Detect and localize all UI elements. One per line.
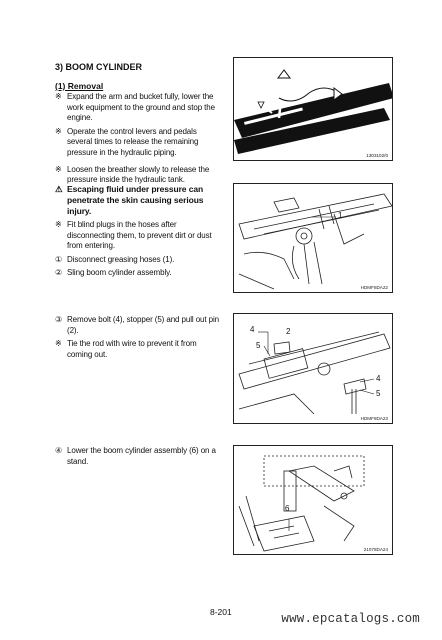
note-marker: ※ — [55, 92, 62, 101]
step-item — [55, 446, 220, 467]
pin-removal-illustration — [234, 314, 393, 424]
warning-text: Escaping fluid under pressure can penetrate the skin causing serious injury. — [67, 184, 204, 216]
watermark-text: www.epcatalogs.com — [281, 612, 420, 626]
step-text: Operate the control levers and pedals several times to release the remaining pressure in the hydraulic piping. — [67, 126, 199, 157]
step-item — [55, 268, 220, 279]
boom-cylinder-illustration — [234, 184, 393, 293]
steps-block-c — [55, 315, 220, 363]
step-item — [55, 315, 220, 336]
warning-icon: ⚠ — [55, 184, 63, 194]
callout-label: 4 — [376, 374, 381, 383]
step-item — [55, 339, 220, 360]
note-marker: ※ — [55, 164, 62, 174]
callout-label: 1 — [338, 211, 343, 220]
callout-label: 4 — [250, 325, 255, 334]
step-text: Fit blind plugs in the hoses after disconnecting them, to prevent dirt or dust from entering. — [67, 220, 212, 251]
step-number: ① — [55, 254, 63, 264]
figure-code: 1303102/0 — [366, 153, 388, 158]
step-text: Remove bolt (4), stopper (5) and pull out pin (2). — [67, 315, 220, 335]
step-text: Loosen the breather slowly to release the pressure inside the hydraulic tank. — [67, 164, 210, 185]
figure-greasing-hoses — [233, 183, 393, 293]
step-text: Expand the arm and bucket fully, lower the work equipment to the ground and stop the engine. — [67, 92, 216, 123]
figure-cylinder-on-stand — [233, 445, 393, 555]
step-text: Disconnect greasing hoses (1). — [67, 254, 175, 264]
steps-block-a — [55, 92, 220, 189]
step-text: Lower the boom cylinder assembly (6) on a stand. — [67, 446, 216, 466]
steps-block-d — [55, 446, 220, 470]
note-marker: ※ — [55, 339, 62, 349]
figure-pin-removal — [233, 313, 393, 424]
step-number: ④ — [55, 446, 63, 455]
callout-label: 5 — [376, 389, 381, 398]
callout-label: 2 — [286, 327, 291, 336]
step-item — [55, 220, 220, 252]
section-subheading: (1) Removal — [55, 81, 104, 91]
step-item — [55, 255, 220, 266]
note-marker: ※ — [55, 126, 62, 136]
figure-boom-position — [233, 57, 393, 161]
warning-item — [55, 184, 220, 217]
figure-code: HDMF8DA23 — [360, 416, 388, 421]
cylinder-stand-illustration — [234, 446, 393, 555]
step-number: ② — [55, 268, 63, 278]
figure-code: 21078DA24 — [363, 547, 388, 552]
step-item — [55, 92, 220, 124]
step-item — [55, 165, 220, 186]
steps-block-b — [55, 184, 220, 282]
step-text: Sling boom cylinder assembly. — [67, 268, 172, 278]
callout-label: 6 — [285, 504, 290, 513]
figure-code: HDMF8DA22 — [360, 285, 388, 290]
excavator-boom-illustration — [234, 58, 393, 161]
callout-label: 5 — [256, 341, 261, 350]
step-text: Tie the rod with wire to prevent it from coming out. — [67, 339, 197, 359]
section-heading: 3) BOOM CYLINDER — [55, 62, 143, 72]
page-number: 8-201 — [210, 607, 232, 617]
step-item — [55, 127, 220, 159]
note-marker: ※ — [55, 220, 62, 229]
step-number: ③ — [55, 315, 63, 324]
